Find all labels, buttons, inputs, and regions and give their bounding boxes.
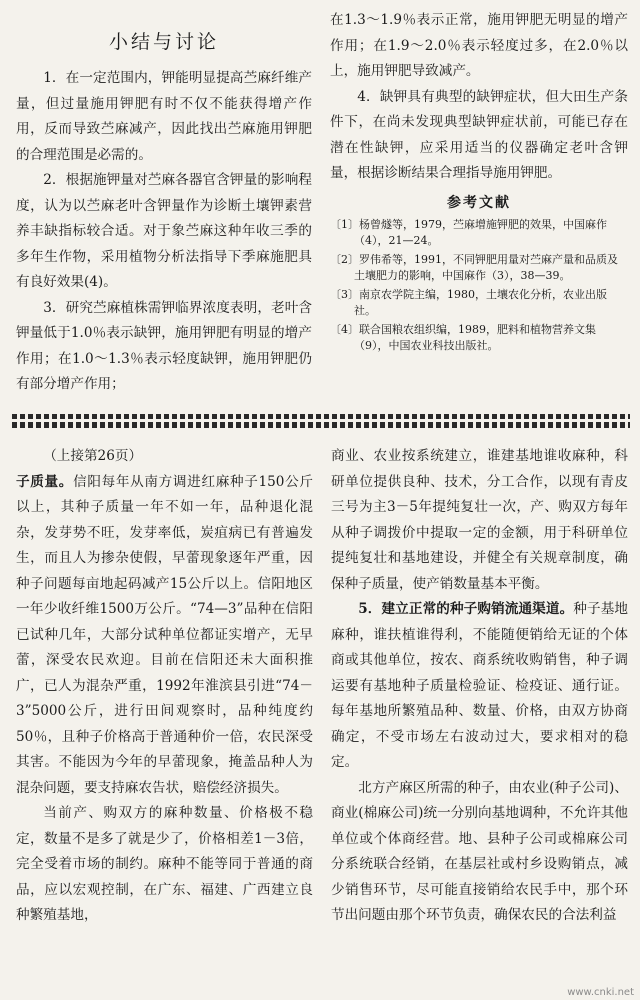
reference-item: 〔3〕南京农学院主编，1980，土壤农化分析，农业出版社。 bbox=[330, 287, 607, 317]
subsection-text: 种子基地麻种，谁扶植谁得利，不能随便销给无证的个体商或其他单位，按农、商系统收购销售，种子调运要有基地种子质量检验证、检疫证、通行证。每年基地所繁殖品种、数量、价格，由双方协商确定，不受市场左右波动过大，要求相对的稳定。 bbox=[331, 601, 628, 770]
summary-paragraph-4: 4．缺钾具有典型的缺钾症状，但大田生产条件下，在尚未发现典型缺钾症状前，可能已存在潜在性缺钾，应采用适当的仪器确定老叶含钾量，根据诊断结果合理指导施用钾肥。 bbox=[330, 88, 628, 181]
continued-paragraph-2: 当前产、购双方的麻种数量、价格极不稳定，数量不是多了就是少了，价格相差1－3倍，完全受着市场的制约。麻种不能等同于普通的商品，应以宏观控制，在广东、福建、广西建立良种繁殖基地， bbox=[16, 805, 313, 923]
continued-paragraph-4 bbox=[331, 597, 628, 776]
section-divider bbox=[12, 414, 630, 428]
continued-from-label: （上接第26页） bbox=[43, 448, 143, 464]
references-list bbox=[330, 217, 628, 354]
continued-lead-bold: 子质量。 bbox=[16, 473, 74, 490]
reference-item: 〔4〕联合国粮农组织编，1989，肥料和植物营养文集（9），中国农业科技出版社。 bbox=[330, 322, 596, 352]
references-title: 参考文献 bbox=[447, 194, 511, 211]
reference-item: 〔2〕罗伟希等，1991，不同钾肥用量对苎麻产量和品质及土壤肥力的影响，中国麻作（3），38—39。 bbox=[330, 252, 618, 282]
continued-paragraph-5: 北方产麻区所需的种子，由农业(种子公司)、商业(棉麻公司)统一分别向基地调种，不允许其他单位或个体商经营。地、县种子公司或棉麻公司分系统联合经销，在基层社或村乡设购销点，减少销售环节，尽可能直接销给农民手中，那个环节出问题由那个环节负责，确保农民的合法利益 bbox=[331, 779, 628, 923]
reference-item: 〔1〕杨曾燧等，1979，苎麻增施钾肥的效果，中国麻作（4），21—24。 bbox=[330, 217, 607, 247]
summary-column-left bbox=[16, 8, 312, 398]
subsection-heading: 5．建立正常的种子购销流通渠道。 bbox=[358, 601, 574, 617]
section-title: 小结与讨论 bbox=[108, 31, 219, 53]
continued-lead-text: 信阳每年从南方调进红麻种子150公斤以上，其种子质量一年不如一年，品种退化混杂，发芽势不旺，发芽率低，炭疽病已有普遍发生，而且人为掺杂使假，早蕾现象逐年严重，因种子问题每亩地起码减产15公斤以上。信阳地区一年少收纤维1500万公斤。“74—3”品种在信阳已试种几年，大部分试种单位都证实增产，无早蕾，深受农民欢迎。目前在信阳还未大面积推广，已人为混杂严重，1992年淮滨县引进“74－3”5000公斤，进行田间观察时，品种纯度约50％，且种子价格高于普通种价一倍，农民深受其害。不能因为今年的早蕾现象，掩盖品种人为混杂问题，要支持麻农告状，赔偿经济损失。 bbox=[16, 473, 313, 796]
continued-paragraph-1 bbox=[16, 470, 313, 802]
summary-paragraph-1: 1．在一定范围内，钾能明显提高苎麻纤维产量，但过量施用钾肥有时不仅不能获得增产作用，反而导致苎麻减产，因此找出苎麻施用钾肥的合理范围是必需的。 bbox=[16, 70, 312, 163]
summary-paragraph-3: 3．研究苎麻植株需钾临界浓度表明，老叶含钾量低于1.0％表示缺钾，施用钾肥有明显的增产作用；在1.0～1.3％表示轻度缺钾，施用钾肥仍有部分增产作用； bbox=[16, 299, 312, 392]
summary-paragraph-2: 2．根据施钾量对苎麻各器官含钾量的影响程度，认为以苎麻老叶含钾量作为诊断土壤钾素营养丰缺指标较合适。对于象苎麻这种年收三季的多年生作物，采用植物分析法指导下季麻施肥具有良好效果(4)。 bbox=[16, 172, 312, 290]
continued-column-left bbox=[16, 444, 313, 929]
summary-paragraph-3-cont: 在1.3～1.9％表示正常，施用钾肥无明显的增产作用；在1.9～2.0％表示轻度过多，在2.0％以上，施用钾肥导致减产。 bbox=[330, 12, 628, 79]
watermark: www.cnki.net bbox=[567, 987, 634, 998]
continued-paragraph-3: 商业、农业按系统建立，谁建基地谁收麻种，科研单位提供良种、技术，分工合作，以现有青皮三号为主3－5年提纯复壮一次，产、购双方每年从种子调拨价中提取一定的金额，用于科研单位提纯复壮和基地建设，并健全有关规章制度，确保种子质量，使产销数量基本平衡。 bbox=[331, 448, 628, 592]
summary-column-right bbox=[330, 8, 628, 357]
continued-column-right bbox=[331, 444, 628, 929]
